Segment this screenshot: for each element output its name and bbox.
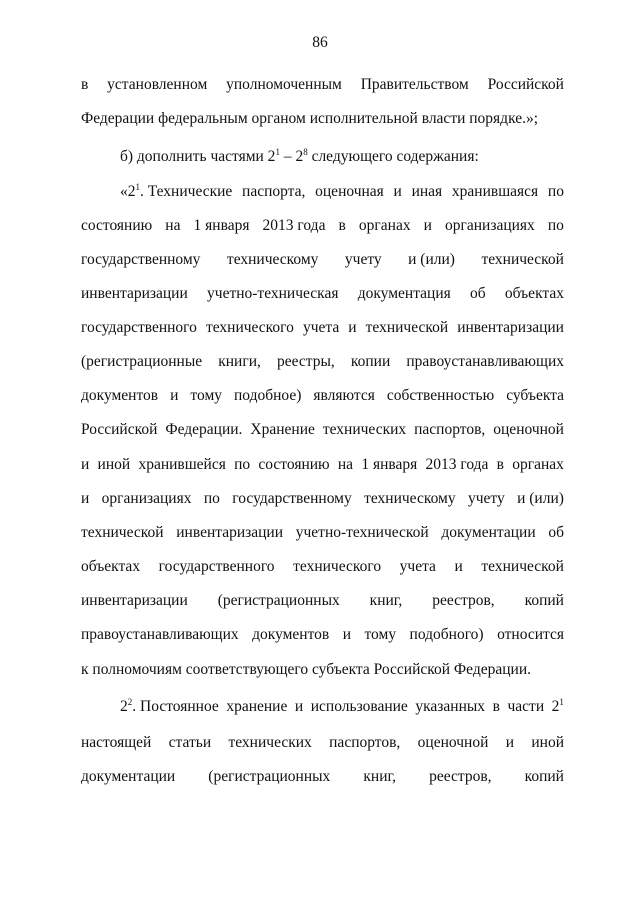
word: технических (322, 421, 407, 438)
word: оценочной (417, 734, 489, 751)
word: инвентаризации (81, 285, 188, 302)
word: объектах (504, 285, 564, 302)
word: Российской (81, 421, 158, 438)
word: хранившаяся (451, 183, 539, 200)
text-line (81, 591, 564, 611)
word: инвентаризации (176, 524, 284, 541)
text-line (81, 75, 564, 95)
word: установленном (107, 76, 208, 93)
word: части (507, 698, 545, 715)
text-line (120, 147, 564, 167)
word: реестров, (429, 768, 492, 785)
word: копии (350, 353, 391, 370)
word: реестры, (276, 353, 335, 370)
word: по (547, 217, 564, 234)
word: (регистрационных (217, 592, 340, 609)
superscript: 8 (303, 147, 308, 157)
word: и (505, 734, 515, 751)
word: и (или) (408, 251, 455, 268)
text-line (81, 420, 564, 440)
word: 1 января (361, 456, 418, 473)
word: в (492, 698, 500, 715)
word: документов (252, 626, 330, 643)
word: подобное) (234, 387, 302, 404)
word: государственному (81, 251, 201, 268)
word: и (81, 490, 90, 507)
word: книги, (218, 353, 261, 370)
page-number: 86 (312, 34, 328, 51)
word: в (338, 217, 346, 234)
word: паспорта, (242, 183, 306, 200)
word: собственностью (386, 387, 495, 404)
word: организациях (445, 217, 535, 234)
word: Правительством (360, 76, 469, 93)
text-line (81, 767, 564, 787)
word: реестров, (432, 592, 495, 609)
word: книг, (369, 592, 403, 609)
text-line (81, 489, 564, 509)
superscript: 2 (127, 697, 133, 707)
word: 1 января (193, 217, 250, 234)
superscript: 1 (559, 697, 564, 707)
word: и (348, 319, 357, 336)
word: технической (365, 319, 449, 336)
word: уполномоченным (226, 76, 342, 93)
word: статьи (168, 734, 212, 751)
word: учета (302, 319, 340, 336)
word: техническому (226, 251, 319, 268)
word: копий (524, 592, 564, 609)
word: оценочной (493, 421, 564, 438)
word: документов (81, 387, 159, 404)
word: копий (524, 768, 564, 785)
text-part: «2 (120, 183, 136, 200)
word: тому (190, 387, 223, 404)
text-line (81, 455, 564, 475)
word: книг, (363, 768, 396, 785)
word: объектах (81, 558, 141, 575)
word: организациях (101, 490, 192, 507)
word: учетно-техническая (207, 285, 339, 302)
word: иной (531, 734, 564, 751)
word: Федерации. (165, 421, 243, 438)
text-line (81, 352, 564, 372)
word: технической (481, 251, 564, 268)
word: органах (358, 217, 411, 234)
word: в (81, 76, 89, 93)
word: учета (399, 558, 436, 575)
word: технических (228, 734, 312, 751)
text-line (81, 386, 564, 406)
word: технического (205, 319, 294, 336)
text-part: . Постоянное (132, 698, 219, 715)
word: паспортов, (329, 734, 401, 751)
text-line (81, 284, 564, 304)
word: и (81, 456, 90, 473)
word: являются (313, 387, 375, 404)
word: государственному (232, 490, 352, 507)
word: учету (344, 251, 382, 268)
text-line (81, 250, 564, 270)
word: по (203, 490, 220, 507)
word: и (454, 558, 463, 575)
word: правоустанавливающих (406, 353, 564, 370)
word: настоящей (81, 734, 152, 751)
word: по (547, 183, 564, 200)
text-line: к полномочиям соответствующего субъекта Российской Федерации. (81, 661, 531, 678)
word: техническому (364, 490, 456, 507)
word: (регистрационных (208, 768, 331, 785)
word: состоянию (258, 456, 330, 473)
text-line (81, 733, 564, 753)
text-part: . Технические (140, 183, 233, 200)
word: документации (81, 768, 176, 785)
word: инвентаризации (81, 592, 188, 609)
word: указанных (415, 698, 486, 715)
word: и (423, 217, 432, 234)
word: государственного (81, 319, 197, 336)
word: Российской (487, 76, 564, 93)
word: субъекта (506, 387, 564, 404)
text-line (81, 216, 564, 236)
word (120, 697, 219, 717)
text-line (120, 697, 564, 717)
word: и (294, 698, 304, 715)
word: учету (467, 490, 505, 507)
word: правоустанавливающих (81, 626, 239, 643)
word: на (165, 217, 181, 234)
word: иная (411, 183, 443, 200)
word: об (470, 285, 486, 302)
text-part: следующего содержания: (307, 148, 479, 165)
text-line (81, 557, 564, 577)
text-line (120, 182, 564, 202)
superscript: 1 (275, 147, 280, 157)
text-part: б) дополнить частями 2 (120, 148, 276, 165)
word: государственного (158, 558, 275, 575)
text-part: 2 (120, 698, 128, 715)
word: по (234, 456, 251, 473)
word: паспортов, (414, 421, 486, 438)
word: оценочная (315, 183, 384, 200)
word: на (337, 456, 354, 473)
word: технического (293, 558, 382, 575)
text-part: – 2 (279, 148, 304, 165)
text-part: 2 (551, 698, 560, 715)
word: и (170, 387, 179, 404)
word (120, 182, 232, 202)
word: документации (441, 524, 536, 541)
word: подобного) (409, 626, 484, 643)
word: об (548, 524, 564, 541)
word: инвентаризации (457, 319, 564, 336)
word: состоянию (81, 217, 153, 234)
word: и (или) (517, 490, 564, 507)
word: и (393, 183, 402, 200)
text-line: Федерации федеральным органом исполнительной власти порядке.»; (81, 110, 539, 127)
word: (регистрационные (81, 353, 203, 370)
word: технической (81, 524, 164, 541)
text-line (81, 625, 564, 645)
word: 2013 года (262, 217, 326, 234)
word: хранившейся (138, 456, 226, 473)
word: в (496, 456, 504, 473)
word: и (342, 626, 352, 643)
word: документация (357, 285, 451, 302)
word: тому (364, 626, 397, 643)
text-line (81, 318, 564, 338)
word: Хранение (250, 421, 315, 438)
word: органах (512, 456, 564, 473)
word: иной (97, 456, 131, 473)
word (552, 697, 564, 717)
word: учетно-технической (295, 524, 429, 541)
word: 2013 года (425, 456, 489, 473)
word: хранение (226, 698, 288, 715)
text-line (81, 523, 564, 543)
word: использование (310, 698, 408, 715)
word: технической (481, 558, 564, 575)
word: относится (497, 626, 564, 643)
superscript: 1 (135, 182, 140, 192)
